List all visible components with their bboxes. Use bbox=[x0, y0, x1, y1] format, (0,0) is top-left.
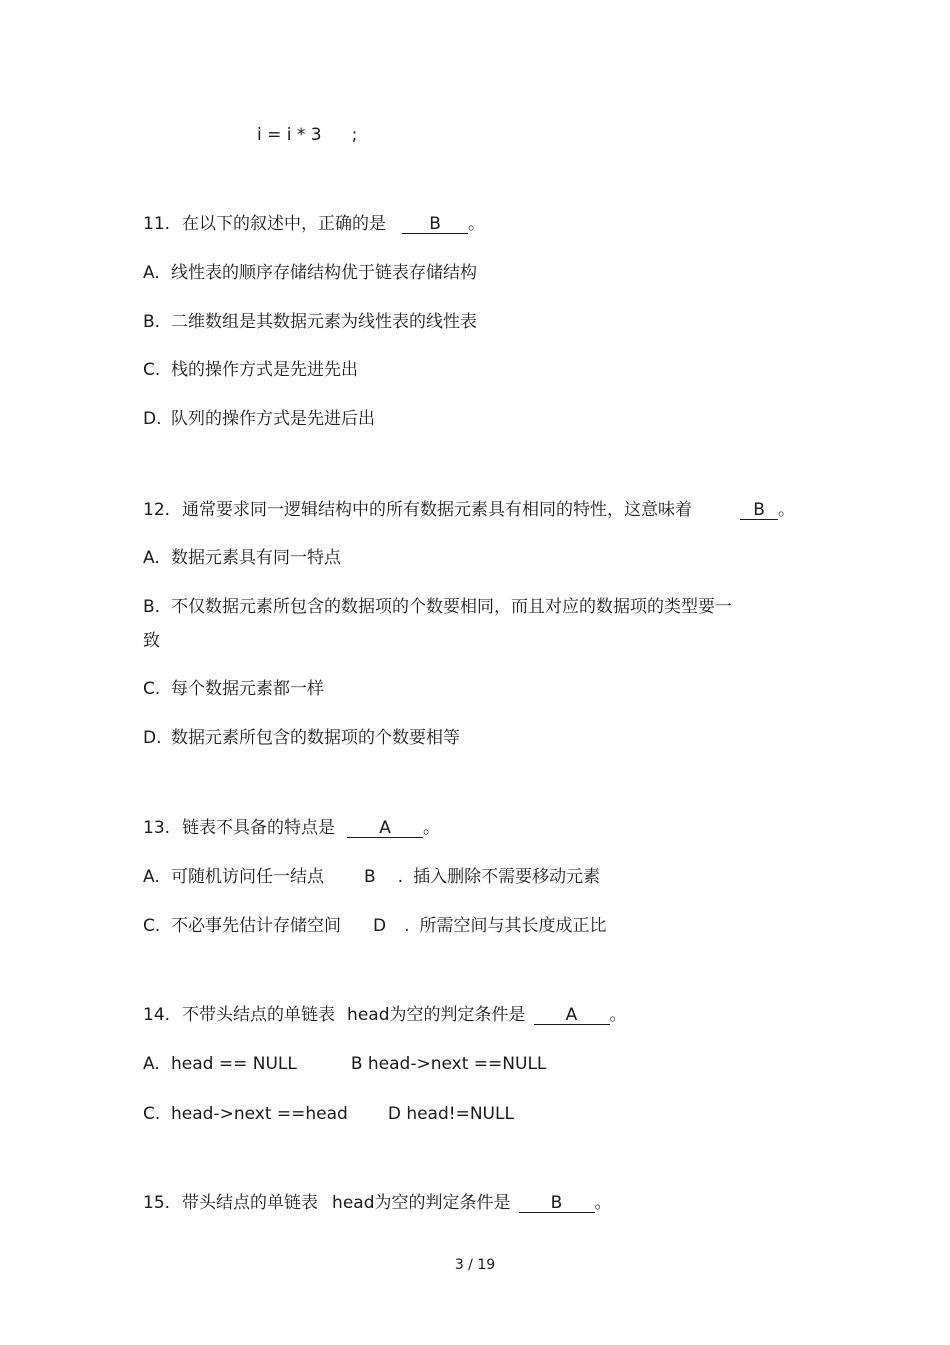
question-number: 15. bbox=[143, 1193, 171, 1213]
option-label: C. bbox=[143, 679, 161, 699]
option-12-d bbox=[143, 727, 460, 749]
option-text: 不必事先估计存储空间 bbox=[171, 916, 341, 936]
answer-blank: A bbox=[534, 1006, 610, 1025]
answer-blank: B bbox=[402, 215, 468, 234]
option-11-b bbox=[143, 311, 477, 333]
option-text: 线性表的顺序存储结构优于链表存储结构 bbox=[171, 263, 477, 283]
question-12 bbox=[143, 499, 795, 521]
question-stem-code: head bbox=[332, 1193, 375, 1213]
option-separator: . bbox=[404, 916, 410, 936]
question-stem: 链表不具备的特点是 bbox=[182, 818, 336, 838]
option-11-a bbox=[143, 262, 477, 284]
question-end: 。 bbox=[423, 818, 441, 838]
option-label: C. bbox=[143, 1104, 161, 1124]
option-text: 队列的操作方式是先进后出 bbox=[171, 409, 375, 429]
options-13-row-2 bbox=[143, 915, 607, 937]
option-12-b bbox=[143, 596, 732, 618]
option-11-d bbox=[143, 408, 375, 430]
option-12-b-continued: 致 bbox=[143, 631, 160, 651]
code-line bbox=[257, 124, 357, 146]
question-stem: 为空的判定条件是 bbox=[374, 1193, 511, 1213]
question-stem: 带头结点的单链表 bbox=[182, 1193, 319, 1213]
option-label: D bbox=[373, 916, 387, 936]
answer-blank: A bbox=[347, 819, 423, 838]
question-number: 12. bbox=[143, 500, 171, 520]
option-text: 数据元素所包含的数据项的个数要相等 bbox=[171, 728, 460, 748]
options-13-row-1 bbox=[143, 866, 600, 888]
question-stem: 为空的判定条件是 bbox=[389, 1005, 526, 1025]
option-text: 每个数据元素都一样 bbox=[171, 679, 324, 699]
option-text: 数据元素具有同一特点 bbox=[171, 548, 341, 568]
option-text: 二维数组是其数据元素为线性表的线性表 bbox=[171, 312, 477, 332]
option-text: head->next ==head bbox=[171, 1104, 348, 1124]
question-end: 。 bbox=[594, 1193, 612, 1213]
option-text: D head!=NULL bbox=[387, 1104, 514, 1124]
question-11 bbox=[143, 213, 485, 235]
option-label: B bbox=[364, 867, 376, 887]
option-text: 可随机访问任一结点 bbox=[171, 867, 324, 887]
options-14-row-2 bbox=[143, 1103, 514, 1125]
option-label: D. bbox=[143, 409, 162, 429]
option-text: 插入删除不需要移动元素 bbox=[413, 867, 601, 887]
option-label: A. bbox=[143, 548, 160, 568]
code-statement: i = i * 3 bbox=[257, 125, 322, 145]
answer-blank: B bbox=[519, 1194, 595, 1213]
option-12-a bbox=[143, 547, 341, 569]
option-label: A. bbox=[143, 263, 160, 283]
option-label: C. bbox=[143, 916, 161, 936]
question-end: 。 bbox=[778, 500, 796, 520]
question-end: 。 bbox=[468, 214, 486, 234]
question-stem: 通常要求同一逻辑结构中的所有数据元素具有相同的特性，这意味着 bbox=[182, 500, 693, 520]
option-label: C. bbox=[143, 360, 161, 380]
option-separator: . bbox=[397, 867, 404, 887]
question-stem: 在以下的叙述中，正确的是 bbox=[182, 214, 387, 234]
option-text: head == NULL bbox=[171, 1054, 297, 1074]
options-14-row-1 bbox=[143, 1053, 546, 1075]
option-label: B. bbox=[143, 312, 161, 332]
question-14 bbox=[143, 1004, 627, 1026]
option-label: A. bbox=[143, 1054, 160, 1074]
question-stem: 不带头结点的单链表 bbox=[182, 1005, 336, 1025]
option-text: 栈的操作方式是先进先出 bbox=[171, 360, 358, 380]
question-number: 11. bbox=[143, 214, 171, 234]
option-text: 不仅数据元素所包含的数据项的个数要相同，而且对应的数据项的类型要一 bbox=[171, 597, 732, 617]
option-text: B head->next ==NULL bbox=[350, 1054, 547, 1074]
option-label: A. bbox=[143, 867, 160, 887]
question-13 bbox=[143, 817, 440, 839]
option-label: B. bbox=[143, 597, 161, 617]
code-semicolon: ; bbox=[351, 125, 358, 145]
answer-blank: B bbox=[740, 501, 778, 520]
question-number: 14. bbox=[143, 1005, 171, 1025]
page-number: 3 / 19 bbox=[454, 1257, 496, 1273]
option-label: D. bbox=[143, 728, 162, 748]
option-text: 所需空间与其长度成正比 bbox=[419, 916, 607, 936]
option-12-c bbox=[143, 678, 324, 700]
question-number: 13. bbox=[143, 818, 171, 838]
option-11-c bbox=[143, 359, 358, 381]
question-end: 。 bbox=[609, 1005, 627, 1025]
question-15 bbox=[143, 1192, 612, 1214]
question-stem-code: head bbox=[347, 1005, 390, 1025]
